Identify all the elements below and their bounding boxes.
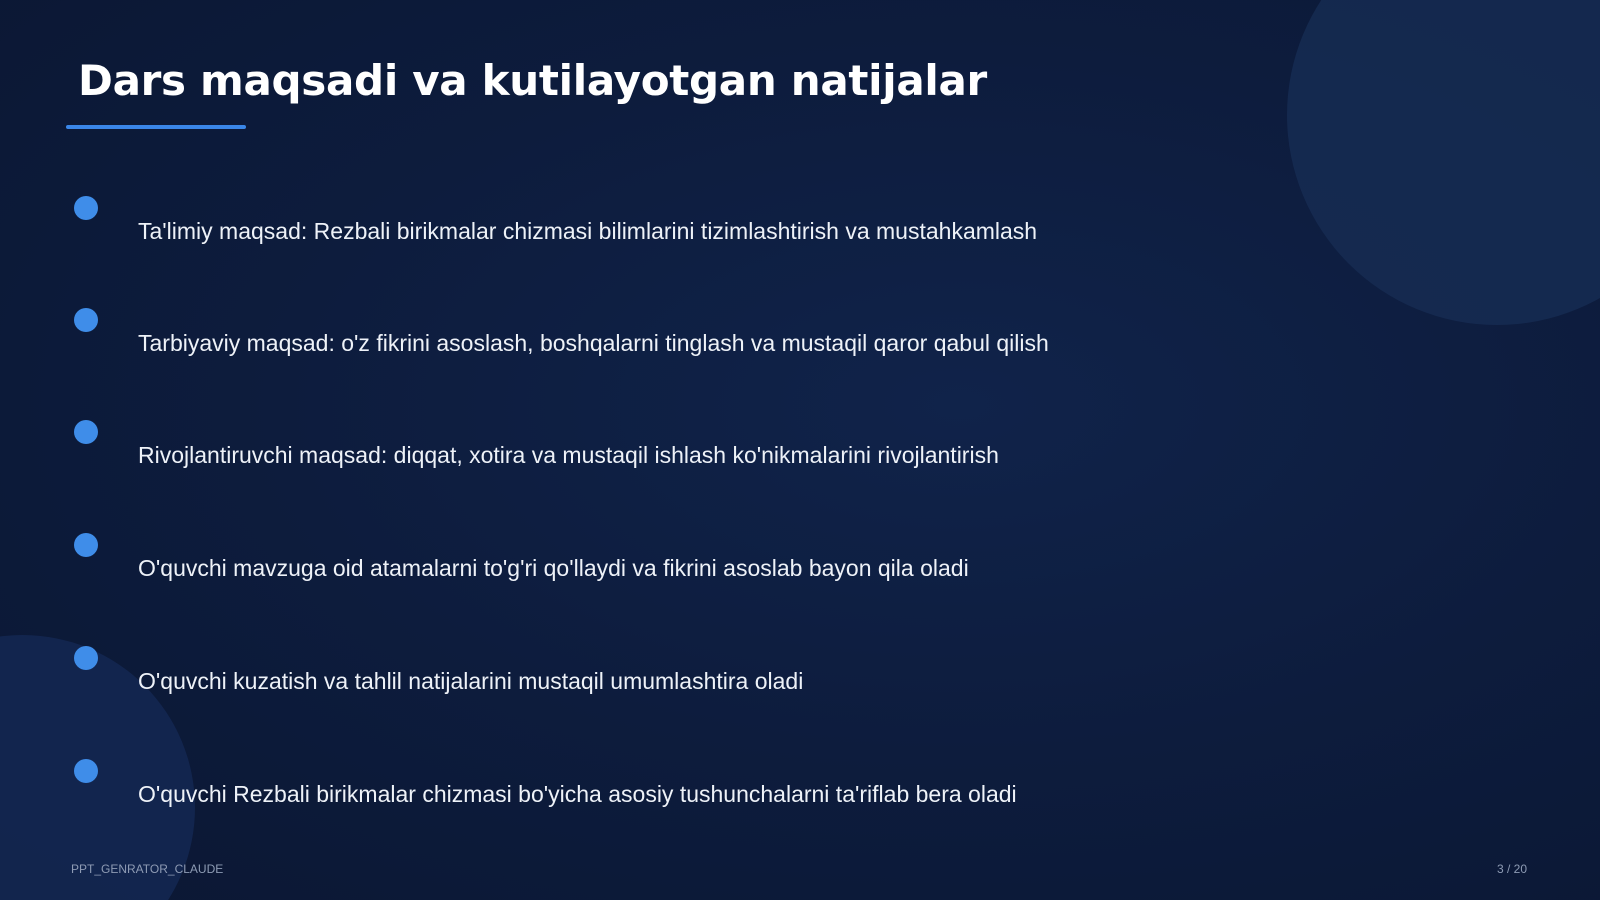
decorative-circle-top-right bbox=[1287, 0, 1600, 325]
bullet-item bbox=[0, 646, 1200, 726]
bullet-item bbox=[0, 533, 1200, 613]
bullet-item bbox=[0, 196, 1200, 276]
bullet-dot-icon bbox=[74, 420, 98, 444]
slide-title: Dars maqsadi va kutilayotgan natijalar bbox=[78, 56, 987, 105]
bullet-dot-icon bbox=[74, 646, 98, 670]
bullet-text: Ta'limiy maqsad: Rezbali birikmalar chizmasi bilimlarini tizimlashtirish va mustahkamlash bbox=[138, 218, 1038, 244]
page-indicator: 3 / 20 bbox=[1497, 862, 1528, 876]
bullet-dot-icon bbox=[74, 308, 98, 332]
bullet-dot-icon bbox=[74, 533, 98, 557]
bullet-text: O'quvchi Rezbali birikmalar chizmasi bo'yicha asosiy tushunchalarni ta'riflab bera oladi bbox=[138, 781, 1017, 807]
bullet-item bbox=[0, 308, 1200, 388]
bullet-text: Rivojlantiruvchi maqsad: diqqat, xotira va mustaqil ishlash ko'nikmalarini rivojlantirish bbox=[138, 442, 999, 468]
title-underline-accent bbox=[66, 125, 246, 129]
bullet-text: Tarbiyaviy maqsad: o'z fikrini asoslash, boshqalarni tinglash va mustaqil qaror qabul qilish bbox=[138, 330, 1049, 356]
bullet-text: O'quvchi mavzuga oid atamalarni to'g'ri qo'llaydi va fikrini asoslab bayon qila oladi bbox=[138, 555, 969, 581]
footer-source-label: PPT_GENRATOR_CLAUDE bbox=[71, 862, 224, 876]
bullet-item bbox=[0, 420, 1200, 500]
bullet-item bbox=[0, 759, 1200, 839]
bullet-dot-icon bbox=[74, 196, 98, 220]
bullet-text: O'quvchi kuzatish va tahlil natijalarini mustaqil umumlashtira oladi bbox=[138, 668, 804, 694]
bullet-dot-icon bbox=[74, 759, 98, 783]
